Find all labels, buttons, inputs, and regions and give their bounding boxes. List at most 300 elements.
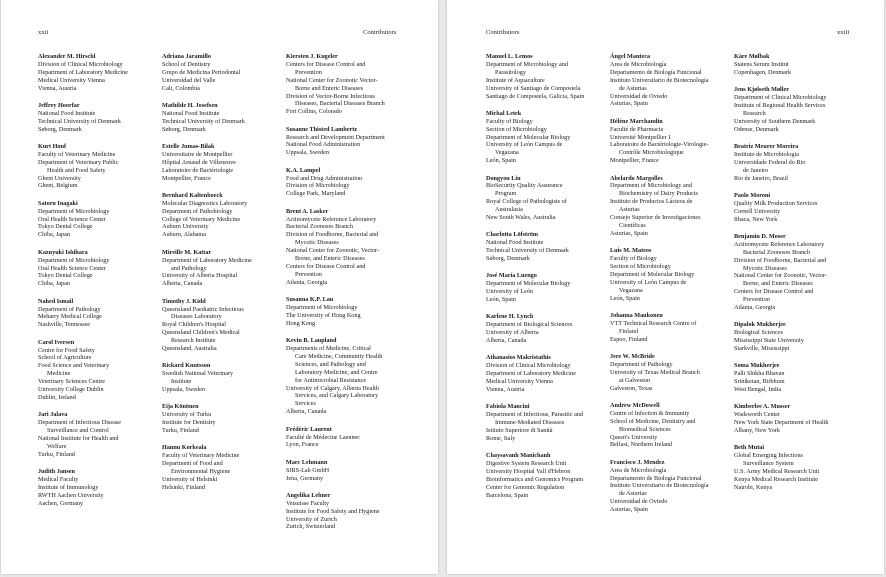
- affiliation-line: Department of Pathology: [38, 305, 101, 313]
- contributor-entry: [38, 339, 168, 402]
- affiliation-line: Department of Clinical Microbiology: [734, 94, 827, 102]
- affiliation-line: Digestive System Research Unit: [486, 460, 567, 468]
- affiliation-line: University of León: [486, 288, 534, 296]
- affiliation-line: Faculté de Pharmacie: [610, 125, 664, 133]
- affiliation-line: University of Alberta Hospital: [162, 272, 238, 280]
- contributor-name: Eija Könönen: [162, 403, 199, 411]
- contributor-name: K.A. Lampel: [286, 166, 321, 174]
- affiliation-line: Immune-Mediated Diseases: [495, 419, 565, 427]
- affiliation-line: Contrôle Microbiologique: [619, 149, 684, 157]
- affiliation-line: Atlanta, Georgia: [734, 304, 776, 312]
- affiliation-line: Division of Clinical Microbiology: [38, 60, 123, 68]
- affiliation-line: Center for Genomic Regulation: [486, 483, 565, 491]
- affiliation-line: SIRS-Lab GmbH: [286, 466, 330, 474]
- contributor-name: Charlotta Löfström: [486, 231, 539, 239]
- contributor-entry: [486, 313, 616, 345]
- contributor-name: Johanna Maukonen: [610, 311, 663, 319]
- affiliation-line: New South Wales, Australia: [486, 214, 556, 222]
- affiliation-line: Asturias: [619, 206, 640, 214]
- contributor-name: Andrew McDowell: [610, 401, 660, 409]
- affiliation-line: Veterinary Sciences Centre: [38, 378, 106, 386]
- contributor-name: Kevin B. Laupland: [286, 337, 337, 345]
- affiliation-line: Copenhagen, Denmark: [734, 68, 792, 76]
- affiliation-line: Institute for Food Safety and Hygiene: [286, 507, 380, 515]
- affiliation-line: Division of Clinical Microbiology: [486, 362, 571, 370]
- affiliation-line: Vetsuisse Faculty: [286, 499, 330, 507]
- affiliation-line: Uppsala, Sweden: [286, 149, 329, 157]
- contributor-entry: [162, 403, 292, 435]
- contributor-name: Mireille M. Kattar: [162, 248, 212, 256]
- affiliation-line: Aachen, Germany: [38, 499, 84, 507]
- affiliation-line: Ghent, Belgium: [38, 182, 78, 190]
- affiliation-line: Cali, Colombia: [162, 84, 200, 92]
- contributor-entry: [610, 353, 740, 393]
- affiliation-line: University of Alberta: [486, 329, 539, 337]
- affiliation-line: Biomedical Sciences: [619, 425, 671, 433]
- affiliation-line: Centre of Infection & Immunity: [610, 409, 690, 417]
- affiliation-line: Faculté de Médecine Laennec: [286, 433, 361, 441]
- affiliation-line: Surveillance System: [743, 460, 794, 468]
- contributor-name: Beth Mutai: [734, 444, 765, 452]
- contributor-name: Judith Jansen: [38, 468, 75, 476]
- affiliation-line: Actinomycete Reference Laboratory: [734, 240, 825, 248]
- affiliation-line: Finland: [619, 327, 638, 335]
- affiliation-line: Belfast, Northern Ireland: [610, 441, 673, 449]
- affiliation-line: Medical University Vienna: [38, 76, 105, 84]
- contributor-name: Susanne Thisted Lambertz: [286, 125, 358, 133]
- affiliation-line: Queensland, Australia: [162, 345, 217, 353]
- affiliation-line: Diseases Laboratory: [171, 313, 222, 321]
- affiliation-line: Palli Shikha Bhavan: [734, 370, 785, 378]
- contributor-entry: [162, 298, 292, 353]
- affiliation-line: University College Dublin: [38, 386, 104, 394]
- affiliation-line: Diseases, Bacterial Diseases Branch: [295, 100, 385, 108]
- affiliation-line: Atlanta, Georgia: [286, 278, 328, 286]
- affiliation-line: León, Spain: [486, 157, 516, 165]
- affiliation-line: Kenya Medical Research Institute: [734, 476, 819, 483]
- affiliation-line: Mycotic Diseases: [743, 264, 787, 272]
- affiliation-line: Rio de Janeiro, Brazil: [734, 174, 788, 182]
- affiliation-line: at Galveston: [619, 376, 651, 384]
- affiliation-line: Vegazana: [495, 149, 519, 157]
- affiliation-line: Meharry Medical College: [38, 313, 102, 321]
- affiliation-line: Research: [743, 109, 766, 117]
- affiliation-line: Instituto de Microbiologia: [734, 150, 799, 158]
- contributor-name: Timothy J. Kidd: [162, 297, 206, 305]
- affiliation-line: Faculty of Biology: [486, 117, 533, 125]
- affiliation-line: Centre for Food Safety: [38, 346, 95, 354]
- affiliation-line: Queensland Children's Medical: [162, 329, 240, 337]
- affiliation-line: University of Calgary, Alberta Health: [286, 384, 379, 392]
- contributor-name: Hélène Marchandin: [610, 117, 663, 125]
- affiliation-line: National Center for Zoonotic, Vector-: [734, 272, 828, 280]
- contributor-name: Kåre Mølbak: [734, 53, 770, 60]
- affiliation-line: Division of Foodborne, Bacterial and: [734, 256, 827, 264]
- contributor-column: [38, 53, 168, 517]
- affiliation-line: Alberta, Canada: [162, 280, 203, 288]
- contributor-name: Kimberlee A. Musser: [734, 403, 791, 411]
- affiliation-line: Quality Milk Production Services: [734, 199, 818, 207]
- affiliation-line: Fort Collins, Colorado: [286, 108, 342, 116]
- affiliation-line: Department of Veterinary Public: [38, 158, 119, 166]
- contributor-name: Soma Mukherjee: [734, 362, 780, 370]
- affiliation-line: Borne and Enteric Diseases: [295, 84, 364, 92]
- affiliation-line: Wadsworth Center: [734, 411, 781, 419]
- contributor-name: Abelardo Margolles: [610, 174, 663, 182]
- affiliation-line: Department of Microbiology and: [610, 182, 692, 190]
- affiliation-line: Medical University Vienna: [486, 378, 553, 386]
- affiliation-line: Uppsala, Sweden: [162, 386, 205, 394]
- contributor-name: Jere W. McBride: [610, 352, 655, 360]
- affiliation-line: Tokyo Dental College: [38, 272, 93, 280]
- affiliation-line: Vegazana: [619, 286, 643, 294]
- affiliation-line: Department of Microbiology: [38, 256, 110, 264]
- affiliation-line: Care Medicine, Community Health: [295, 352, 383, 360]
- affiliation-line: Research Institute: [171, 337, 216, 345]
- contributor-entry: [486, 354, 616, 394]
- affiliation-line: Institute for Dentistry: [162, 419, 216, 427]
- affiliation-line: RWTH Aachen University: [38, 491, 104, 499]
- contributor-entry: [286, 208, 416, 287]
- contributor-name: Estelle Jumas-Bilak: [162, 142, 215, 150]
- contributor-entry: [734, 233, 864, 312]
- contributor-entry: [486, 110, 616, 165]
- affiliation-line: University of Texas Medical Branch: [610, 368, 700, 376]
- affiliation-line: Dublin, Ireland: [38, 393, 76, 401]
- affiliation-line: Technical University of Denmark: [486, 247, 569, 255]
- affiliation-line: School of Agriculture: [38, 354, 92, 362]
- affiliation-line: Queen's University: [610, 433, 658, 441]
- contributor-entry: [734, 86, 864, 133]
- contributor-name: Adriana Jaramillo: [162, 53, 211, 60]
- affiliation-line: de Janeiro: [743, 166, 769, 174]
- contributor-name: Kiersten J. Kugeler: [286, 53, 338, 60]
- affiliation-line: Instituto de Productos Lácteos de: [610, 198, 693, 206]
- affiliation-line: Welfare: [47, 442, 67, 450]
- contributor-column: [734, 53, 864, 501]
- affiliation-line: Section of Microbiology: [610, 263, 671, 271]
- contributor-name: Athanasios Makristathis: [486, 354, 551, 362]
- contributor-entry: [286, 459, 416, 483]
- affiliation-line: Centers for Disease Control and: [286, 263, 366, 271]
- affiliation-line: Departamento de Biología Funcional: [610, 474, 702, 482]
- affiliation-line: Actinomycete Reference Laboratory: [286, 215, 377, 223]
- affiliation-line: Søborg, Denmark: [162, 125, 206, 133]
- contributor-entry: [486, 452, 616, 499]
- affiliation-line: Technical University of Denmark: [162, 117, 245, 125]
- contributor-name: Jens Kjølseth Møller: [734, 86, 789, 94]
- contributor-entry: [38, 200, 168, 240]
- affiliation-line: Santiago de Compostela, Galicia, Spain: [486, 92, 585, 100]
- affiliation-line: University of Santiago de Compostela: [486, 84, 581, 92]
- contributor-entry: [162, 53, 292, 93]
- running-head: Contributors: [486, 29, 520, 36]
- affiliation-line: Health and Food Safety: [47, 166, 106, 174]
- affiliation-line: Laboratoire de Bactériologie-Virologie-: [610, 141, 709, 149]
- affiliation-line: Nairobi, Kenya: [734, 483, 773, 491]
- contributor-name: Dongyou Liu: [486, 174, 521, 182]
- affiliation-line: Area de Microbiología: [610, 466, 667, 474]
- affiliation-line: Turku, Finland: [162, 427, 199, 435]
- contributor-name: Rickard Knutsson: [162, 362, 211, 370]
- affiliation-line: Odense, Denmark: [734, 125, 779, 133]
- affiliation-line: Asturias, Spain: [610, 100, 648, 108]
- affiliation-line: Department of Microbiology: [38, 207, 110, 215]
- affiliation-line: Department of Pathology: [610, 360, 673, 368]
- affiliation-line: National Food Institute: [162, 109, 220, 117]
- contributor-name: Susanna K.P. Lau: [286, 296, 334, 304]
- affiliation-line: Barcelona, Spain: [486, 491, 529, 499]
- affiliation-line: Departamento de Biología Funcional: [610, 68, 702, 76]
- affiliation-line: Royal Children's Hospital: [162, 321, 227, 329]
- affiliation-line: BioSecurity Quality Assurance: [486, 182, 563, 190]
- contributor-name: Luis M. Mateos: [610, 247, 652, 255]
- affiliation-line: National Center for Zoonotic, Vector-: [286, 247, 380, 255]
- affiliation-line: University of Turku: [162, 411, 212, 419]
- affiliation-line: Instituto Universitario de Biotecnología: [610, 482, 709, 490]
- contributor-entry: [610, 247, 740, 302]
- affiliation-line: de Asturias: [619, 490, 647, 498]
- affiliation-line: Albany, New York: [734, 427, 781, 435]
- contributor-entry: [286, 492, 416, 532]
- affiliation-line: Department of Infectious Disease: [38, 419, 121, 427]
- affiliation-line: Medical Faculty: [38, 476, 79, 483]
- contributor-entry: [38, 249, 168, 289]
- affiliation-line: Zurich, Switzerland: [286, 523, 336, 531]
- affiliation-line: Vienna, Austria: [486, 386, 525, 394]
- contributor-name: Fabiola Mancini: [486, 403, 530, 411]
- affiliation-line: Université Montpellier 1: [610, 133, 672, 141]
- contributor-entry: [734, 53, 864, 77]
- affiliation-line: Istituto Superiore di Sanità: [486, 427, 553, 435]
- affiliation-line: Hong Kong: [286, 319, 316, 327]
- contributor-name: Chaysavanh Manichanh: [486, 452, 551, 460]
- affiliation-line: Sriniketan, Birbhum: [734, 378, 785, 386]
- affiliation-line: Biochemistry of Dairy Products: [619, 190, 698, 198]
- affiliation-line: University of Zurich: [286, 515, 337, 523]
- affiliation-line: Swedish National Veterinary: [162, 370, 234, 378]
- affiliation-line: Department of Food and: [162, 460, 223, 468]
- affiliation-line: Division of Foodborne, Bacterial and: [286, 231, 379, 239]
- left-page: [1, 0, 438, 574]
- contributor-column: [610, 53, 740, 523]
- affiliation-line: Department of Microbiology and: [486, 60, 568, 68]
- affiliation-line: Environmental Hygiene: [171, 468, 231, 476]
- affiliation-line: Universidad de Oviedo: [610, 92, 668, 100]
- affiliation-line: Molecular Diagnostics Laboratory: [162, 199, 248, 207]
- contributor-entry: [486, 53, 616, 100]
- affiliation-line: Ithaca, New York: [734, 215, 778, 223]
- contributor-entry: [610, 175, 740, 238]
- contributor-entry: [286, 126, 416, 158]
- contributor-entry: [38, 53, 168, 93]
- affiliation-line: Departments of Medicine, Critical: [286, 345, 371, 353]
- contributor-name: Francisco J. Mendez: [610, 458, 665, 466]
- affiliation-line: Research and Development Department: [286, 133, 385, 141]
- affiliation-line: Bioinformatics and Genomics Program: [486, 476, 584, 483]
- affiliation-line: Biological Sciences: [734, 329, 783, 337]
- affiliation-line: Laboratory Medicine, and Centre: [295, 368, 378, 376]
- contributor-name: Nahed Ismail: [38, 297, 74, 305]
- contributor-name: Marc Lehmann: [286, 458, 328, 466]
- contributor-name: Frédéric Laurent: [286, 425, 332, 433]
- affiliation-line: National Food Institute: [486, 239, 544, 247]
- affiliation-line: Department of Molecular Biology: [610, 270, 695, 278]
- affiliation-line: Montpellier, France: [610, 157, 659, 165]
- affiliation-line: de Asturias: [619, 84, 647, 92]
- affiliation-line: University Hospital Vall d'Hebron: [486, 468, 571, 476]
- affiliation-line: VTT Technical Research Centre of: [610, 319, 697, 327]
- contributor-entry: [286, 167, 416, 199]
- contributor-name: Brent A. Lasker: [286, 207, 329, 215]
- contributor-name: Angelika Lehner: [286, 491, 331, 499]
- affiliation-line: Royal College of Pathologists of: [486, 198, 567, 206]
- contributor-entry: [734, 192, 864, 224]
- right-page: [447, 0, 884, 574]
- affiliation-line: Parasitology: [495, 68, 526, 76]
- contributor-name: Hannu Korkeala: [162, 444, 207, 452]
- affiliation-line: University of Southern Denmark: [734, 117, 816, 125]
- affiliation-line: Institute of Aquaculture: [486, 76, 545, 84]
- contributor-entry: [734, 403, 864, 435]
- affiliation-line: Prevention: [743, 296, 770, 304]
- affiliation-line: León, Spain: [486, 296, 516, 304]
- contributor-entry: [610, 53, 740, 108]
- affiliation-line: Program: [495, 190, 517, 198]
- affiliation-line: and Pathology: [171, 264, 207, 272]
- contributor-column: [486, 53, 616, 509]
- contributor-name: Ángel Manteca: [610, 53, 651, 60]
- affiliation-line: Consejo Superior de Investigaciones: [610, 214, 701, 222]
- affiliation-line: Institute: [171, 378, 192, 386]
- affiliation-line: University of León Campus de: [486, 141, 563, 149]
- affiliation-line: College of Veterinary Medicine: [162, 215, 241, 223]
- affiliation-line: Institute of Immunology: [38, 483, 99, 491]
- contributor-name: Manuel L. Lemos: [486, 53, 533, 60]
- contributor-entry: [286, 337, 416, 416]
- affiliation-line: Medicine: [47, 370, 71, 378]
- affiliation-line: Department of Laboratory Medicine: [38, 68, 128, 76]
- affiliation-line: Universidad de Oviedo: [610, 498, 668, 506]
- affiliation-line: Cornell University: [734, 207, 781, 215]
- contributor-entry: [734, 444, 864, 491]
- affiliation-line: Lyon, France: [286, 441, 319, 449]
- affiliation-line: Mississippi State University: [734, 337, 804, 345]
- affiliation-line: Area de Microbiología: [610, 60, 667, 68]
- running-head: Contributors: [363, 29, 397, 36]
- contributor-name: Kazuyuki Ishihara: [38, 248, 88, 256]
- affiliation-line: U.S. Army Medical Research Unit: [734, 468, 820, 476]
- affiliation-line: Centers for Disease Control and: [286, 60, 366, 68]
- affiliation-line: Tokyo Dental College: [38, 223, 93, 231]
- contributor-name: Jeffrey Hoorfar: [38, 101, 80, 109]
- affiliation-line: Technical University of Denmark: [38, 117, 121, 125]
- affiliation-line: Department of Laboratory Medicine: [162, 256, 252, 264]
- contributor-entry: [734, 362, 864, 394]
- affiliation-line: León, Spain: [610, 294, 640, 302]
- affiliation-line: Instituto Universitario de Biotecnología: [610, 76, 709, 84]
- contributor-entry: [610, 459, 740, 514]
- affiliation-line: Montpellier, France: [162, 174, 211, 182]
- contributor-name: Karlene H. Lynch: [486, 313, 534, 321]
- affiliation-line: Prevention: [295, 270, 322, 278]
- affiliation-line: Alberta, Canada: [486, 337, 527, 345]
- contributor-entry: [734, 321, 864, 353]
- contributor-entry: [38, 411, 168, 458]
- affiliation-line: Bacterial Zoonoses Branch: [743, 248, 811, 256]
- affiliation-line: Alberta, Canada: [286, 408, 327, 416]
- affiliation-line: Sciences, and Pathology and: [295, 360, 366, 368]
- affiliation-line: Department of Biological Sciences: [486, 321, 573, 329]
- contributor-column: [286, 53, 416, 541]
- affiliation-line: Department of Pathobiology: [162, 207, 233, 215]
- affiliation-line: Starkville, Mississippi: [734, 345, 790, 353]
- affiliation-line: Queensland Paediatric Infectious: [162, 305, 244, 313]
- affiliation-line: Laboratoire de Bactériologie: [162, 166, 234, 174]
- contributor-name: Benjamin D. Moser: [734, 232, 786, 240]
- affiliation-line: Services: [295, 400, 316, 408]
- affiliation-line: Vienna, Austria: [38, 84, 77, 92]
- affiliation-line: Department of Microbiology: [286, 304, 358, 312]
- affiliation-line: for Antimicrobial Resistance: [295, 376, 367, 384]
- contributor-entry: [486, 272, 616, 304]
- affiliation-line: Espoo, Finland: [610, 335, 648, 343]
- contributor-entry: [38, 143, 168, 190]
- affiliation-line: Jena, Germany: [286, 474, 324, 482]
- affiliation-line: Søborg, Denmark: [38, 125, 82, 133]
- affiliation-line: Faculty of Veterinary Medicine: [162, 452, 240, 460]
- contributor-name: Jari Jalava: [38, 411, 68, 419]
- affiliation-line: Ghent University: [38, 174, 81, 182]
- contributor-name: Bernhard Kaltenboeck: [162, 191, 223, 199]
- contributor-entry: [286, 296, 416, 328]
- affiliation-line: Asturias, Spain: [610, 229, 648, 237]
- contributor-name: José María Luengo: [486, 272, 537, 280]
- affiliation-line: University of Helsinki: [162, 476, 218, 483]
- affiliation-line: Food and Drug Administration: [286, 174, 363, 182]
- affiliation-line: National Institute for Health and: [38, 434, 119, 442]
- affiliation-line: Prevention: [295, 68, 322, 76]
- affiliation-line: Division of Microbiology: [286, 182, 350, 190]
- affiliation-line: Oral Health Science Center: [38, 264, 106, 272]
- affiliation-line: School of Medicine, Dentistry and: [610, 417, 696, 425]
- affiliation-line: School of Dentistry: [162, 60, 211, 68]
- affiliation-line: Grupo de Medicina Periodontal: [162, 68, 241, 76]
- affiliation-line: National Center for Zoonotic Vector-: [286, 76, 378, 84]
- affiliation-line: Division of Vector-Borne Infectious: [286, 92, 375, 100]
- contributor-entry: [38, 298, 168, 330]
- affiliation-line: Borne, and Enteric Diseases: [743, 280, 813, 288]
- affiliation-line: Universidad del Valle: [162, 76, 216, 84]
- contributor-entry: [610, 312, 740, 344]
- affiliation-line: Department of Infectious, Parasitic and: [486, 411, 584, 419]
- affiliation-line: Hôpital Arnaud de Villeneuve: [162, 158, 236, 166]
- affiliation-line: Universidade Federal do Rio: [734, 158, 806, 166]
- affiliation-line: Chiba, Japan: [38, 231, 70, 239]
- contributor-entry: [162, 249, 292, 289]
- affiliation-line: Asturias, Spain: [610, 506, 648, 514]
- contributor-entry: [162, 192, 292, 239]
- contributor-name: Carol Iversen: [38, 338, 75, 346]
- affiliation-line: Food Science and Veterinary: [38, 362, 110, 370]
- contributor-name: Michal Letek: [486, 109, 522, 117]
- affiliation-line: Australasia: [495, 206, 523, 214]
- affiliation-line: Nashville, Tennessee: [38, 321, 91, 329]
- affiliation-line: Department of Molecular Biology: [486, 133, 571, 141]
- affiliation-line: Faculty of Veterinary Medicine: [38, 150, 116, 158]
- contributor-name: Alexander M. Hirschl: [38, 53, 96, 60]
- page-number: xxiii: [837, 29, 850, 36]
